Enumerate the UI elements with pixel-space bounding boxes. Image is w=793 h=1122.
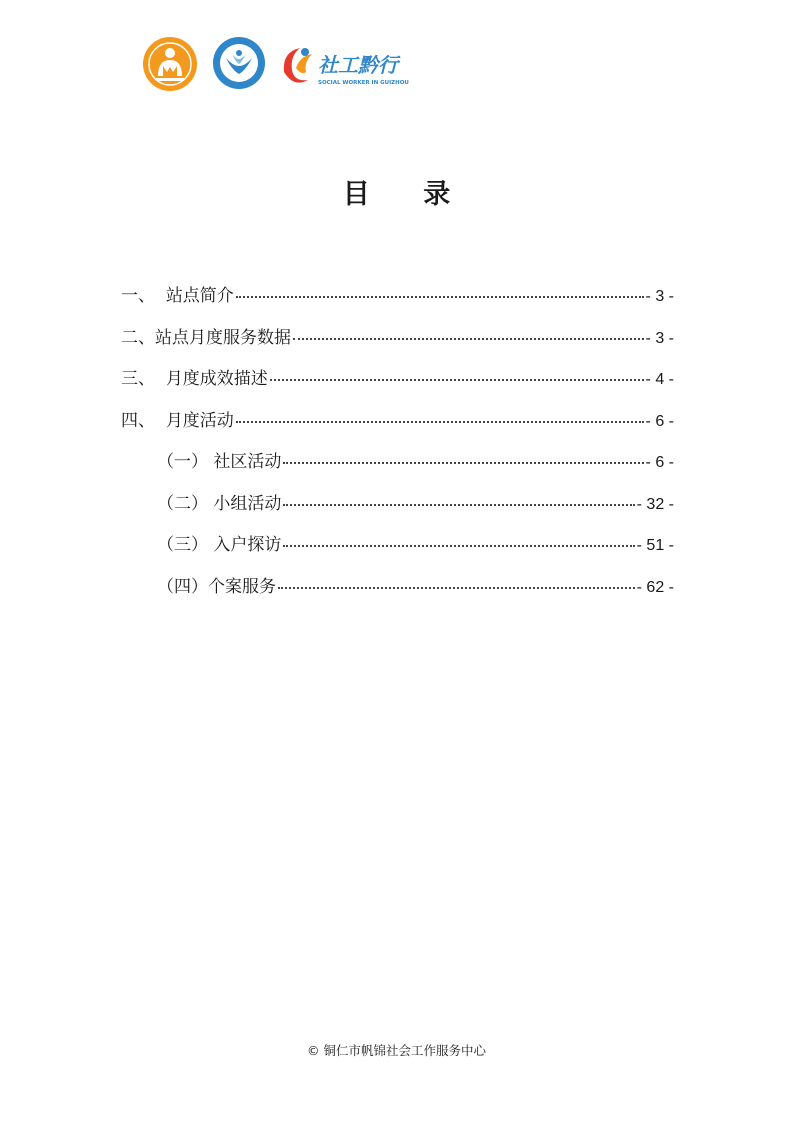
toc-label: 入户探访	[213, 535, 282, 555]
toc-label: 站点月度服务数据	[155, 327, 291, 348]
toc-leader-dots	[270, 378, 644, 381]
toc-leader-dots	[283, 461, 643, 464]
toc-number: （一）	[157, 452, 214, 472]
toc-number: 三、	[121, 369, 166, 389]
toc-label: 月度成效描述	[165, 369, 268, 389]
toc-leader-dots	[278, 586, 635, 589]
toc-page-number: - 32 -	[636, 495, 674, 513]
toc-entry-1[interactable]	[121, 281, 674, 323]
toc-page-number: - 51 -	[636, 537, 674, 554]
toc-leader-dots	[283, 503, 634, 506]
toc-leader-dots	[236, 295, 644, 298]
toc-label: 个案服务	[208, 576, 276, 597]
toc-number: 四、	[121, 410, 166, 431]
toc-entry-3[interactable]	[121, 364, 674, 406]
toc-page-number: - 4 -	[645, 371, 674, 388]
toc-number: （四）	[157, 576, 208, 597]
toc-label: 小组活动	[213, 493, 282, 514]
toc-leader-dots	[236, 420, 644, 423]
toc-entry-4-3[interactable]	[121, 530, 674, 572]
table-of-contents	[121, 281, 674, 613]
toc-label: 站点简介	[165, 286, 234, 306]
blue-round-seal-icon	[212, 36, 266, 90]
toc-page-number: - 3 -	[645, 288, 674, 305]
toc-entry-4[interactable]	[121, 406, 674, 448]
toc-page-number: - 6 -	[645, 454, 674, 471]
toc-number: （三）	[157, 535, 214, 555]
toc-leader-dots	[293, 337, 644, 340]
toc-page-number: - 62 -	[636, 578, 674, 596]
orange-people-emblem-icon	[142, 36, 198, 92]
toc-leader-dots	[283, 544, 634, 547]
toc-page-number: - 3 -	[645, 329, 674, 347]
toc-label: 社区活动	[213, 452, 282, 472]
toc-number: 二、	[121, 327, 155, 348]
toc-entry-4-2[interactable]	[121, 489, 674, 531]
toc-number: 一、	[121, 286, 166, 306]
footer-copyright: © 铜仁市帆锦社会工作服务中心	[307, 1043, 486, 1058]
toc-entry-4-4[interactable]	[121, 572, 674, 614]
toc-entry-4-1[interactable]	[121, 447, 674, 489]
toc-label: 月度活动	[165, 410, 234, 431]
logo-sub-text: SOCIAL WORKER IN GUIZHOU	[318, 80, 409, 86]
header-logos	[142, 36, 409, 92]
toc-number: （二）	[157, 493, 214, 514]
logo-main-text: 社工黔行	[318, 53, 398, 77]
toc-page-number: - 6 -	[645, 412, 674, 430]
page-title: 目 录	[342, 179, 473, 210]
toc-entry-2[interactable]	[121, 323, 674, 365]
social-worker-guizhou-logo-icon	[278, 42, 409, 90]
